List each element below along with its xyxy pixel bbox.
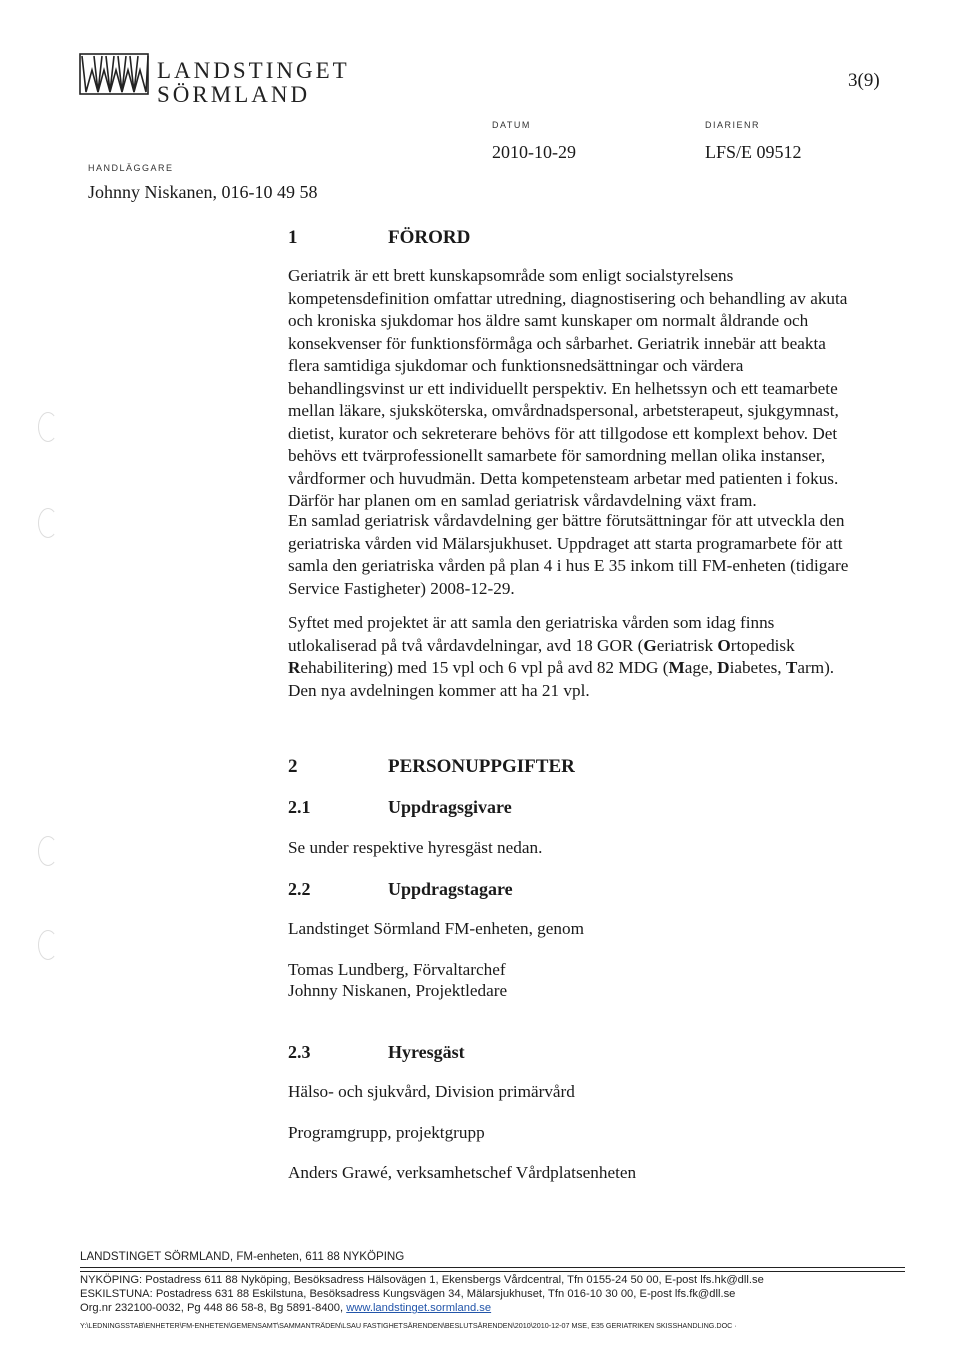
text-line: flera samtidiga sjukdomar och funktionsnedsättningar och värdera: [288, 356, 744, 375]
emphasis-letter: O: [717, 635, 731, 655]
diarienr-value: LFS/E 09512: [705, 142, 802, 162]
emphasis-letter: R: [288, 658, 301, 677]
text-line: [288, 635, 868, 658]
org-name-line2-text: SÖRMLAND: [157, 82, 311, 107]
text-line: vårdformer och huvudmän. Detta kompetensteam arbetar med patienten i fokus.: [288, 468, 839, 488]
footer-orgnr: [80, 1302, 491, 1314]
text-line: och kroniska sjukdomar hos äldre samt kunskaper om normalt åldrande och: [288, 311, 809, 330]
section2-1-number: 2.1: [288, 797, 311, 817]
section1-paragraph2: [288, 510, 868, 600]
website-link[interactable]: www.landstinget.sormland.se: [346, 1302, 492, 1314]
emphasis-letter: D: [717, 658, 730, 677]
org-name-line1: [157, 60, 350, 84]
text-run: arm).: [797, 658, 835, 677]
emphasis-letter: T: [785, 658, 798, 677]
section2-title: PERSONUPPGIFTER: [388, 756, 575, 777]
diarienr-label: DIARIENR: [705, 120, 761, 130]
section2-2-number: 2.2: [288, 879, 311, 899]
text-run: rtopedisk: [730, 635, 795, 655]
emphasis-letter: G: [643, 635, 657, 655]
section2-3-text3: Anders Grawé, verksamhetschef Vårdplatsenheten: [288, 1163, 637, 1182]
section1-paragraph1: [288, 265, 868, 513]
text-line: [288, 657, 868, 680]
org-name: [157, 60, 350, 108]
text-line: dietist, kurator och sekreterare behövs för att tillgodose ett komplext behov. Det: [288, 423, 838, 443]
text-line: mellan läkare, sjuksköterska, omvårdnadspersonal, arbetsterapeut, sjukgymnast,: [288, 401, 839, 420]
text-line: samla den geriatriska vården på plan 4 i hus E 35 inkom till FM-enheten (tidigare: [288, 556, 849, 575]
section2-3-title: Hyresgäst: [388, 1042, 465, 1062]
hole-punch-mark: [38, 412, 58, 442]
text-line: Service Fastigheter) 2008-12-29.: [288, 578, 515, 598]
text-line: Därför har planen om en samlad geriatrisk vårdavdelning växt fram.: [288, 491, 757, 510]
text-run: age,: [684, 658, 718, 677]
datum-value: 2010-10-29: [492, 142, 576, 162]
section2-2-contact1: Tomas Lundberg, Förvaltarchef: [288, 960, 506, 979]
section2-3-number: 2.3: [288, 1042, 311, 1062]
datum-label: DATUM: [492, 120, 531, 130]
text-line: Den nya avdelningen kommer att ha 21 vpl.: [288, 680, 590, 700]
text-line: kompetensdefinition omfattar utredning, diagnostisering och behandling av akuta: [288, 288, 848, 308]
text-line: Geriatrik är ett brett kunskapsområde som enligt socialstyrelsens: [288, 266, 734, 285]
section2-3-text2: Programgrupp, projektgrupp: [288, 1123, 485, 1142]
section2-3-text1: Hälso- och sjukvård, Division primärvård: [288, 1082, 575, 1101]
page-number: 3(9): [848, 70, 880, 91]
text-line: konsekvenser för funktionsförmåga och sårbarhet. Geriatrik innebär att beakta: [288, 333, 826, 353]
section2-2-title: Uppdragstagare: [388, 879, 513, 899]
section2-1-text: Se under respektive hyresgäst nedan.: [288, 838, 543, 857]
section1-paragraph3: [288, 612, 868, 702]
footer-nykoping: NYKÖPING: Postadress 611 88 Nyköping, Besöksadress Hälsovägen 1, Ekensbergs Vårdcentral, Tfn 0155-24 50 00, E-post lfs.hk@dll.se: [80, 1274, 764, 1286]
section1-number: 1: [288, 227, 298, 248]
section2-2-text: Landstinget Sörmland FM-enheten, genom: [288, 919, 584, 938]
org-name-line2: [157, 84, 350, 108]
footer-org: LANDSTINGET SÖRMLAND, FM-enheten, 611 88 NYKÖPING: [80, 1250, 405, 1263]
text-line: behandlingsvinst ur ett individuellt perspektiv. En helhetssyn och ett teamarbete: [288, 378, 838, 398]
hole-punch-mark: [38, 508, 58, 538]
text-line: Syftet med projektet är att samla den geriatriska vården som idag finns: [288, 613, 775, 632]
emphasis-letter: M: [668, 658, 685, 677]
section2-number: 2: [288, 756, 298, 777]
text-line: En samlad geriatrisk vårdavdelning ger bättre förutsättningar för att utveckla den: [288, 511, 845, 530]
section1-title: FÖRORD: [388, 227, 471, 248]
text-run: eriatrisk: [656, 635, 718, 655]
org-name-line1-text: LANDSTINGET: [157, 58, 350, 83]
section2-1-title: Uppdragsgivare: [388, 797, 512, 817]
text-run: iabetes,: [729, 658, 786, 677]
footer-divider: [80, 1271, 905, 1272]
text-run: ehabilitering) med 15 vpl och 6 vpl på avd 82 MDG (: [300, 658, 669, 677]
text-run: utlokaliserad på två vårdavdelningar, avd 18 GOR (: [288, 635, 644, 655]
text-line: geriatriska vården vid Mälarsjukhuset. Uppdraget att starta programarbete för att: [288, 533, 843, 553]
text-line: behövs ett tvärprofessionellt samarbete för samordning mellan olika instanser,: [288, 446, 826, 465]
landstinget-logo-icon: [78, 52, 150, 96]
hole-punch-mark: [38, 930, 58, 960]
footer-orgnr-text: Org.nr 232100-0032, Pg 448 86 58-8, Bg 5891-8400,: [80, 1302, 347, 1314]
footer-eskilstuna: ESKILSTUNA: Postadress 631 88 Eskilstuna, Besöksadress Kungsvägen 34, Mälarsjukhuset, Tfn 016-10 30 00, E-post lfs.fk@dll.se: [80, 1288, 736, 1300]
handlaggare-label: HANDLÄGGARE: [88, 163, 174, 173]
hole-punch-mark: [38, 836, 58, 866]
section2-2-contact2: Johnny Niskanen, Projektledare: [288, 981, 508, 1000]
file-path: Y:\LEDNINGSSTAB\ENHETER\FM-ENHETEN\GEMENSAMT\SAMMANTRÄDEN\LSAU FASTIGHETSÄRENDEN\BESLUTSÄRENDEN\2010\2010-12-07 MSE, E35 GERIATRIKEN SKISSHANDLING.DOC ·: [80, 1321, 737, 1330]
handlaggare-value: Johnny Niskanen, 016-10 49 58: [88, 182, 318, 202]
footer-divider: [80, 1267, 905, 1268]
